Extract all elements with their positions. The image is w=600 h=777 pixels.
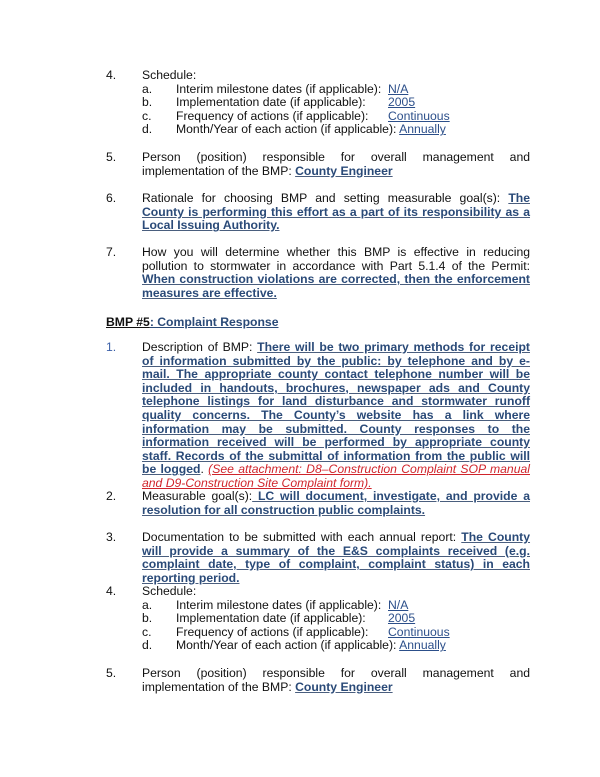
interim-value: N/A: [388, 81, 409, 96]
responsible-item: 5. Person (position) responsible for overall management and implementation of the BMP: County Engineer: [106, 150, 530, 178]
schedule-row-implementation: b. Implementation date (if applicable): 2005: [142, 611, 416, 626]
schedule-row-interim: a. Interim milestone dates (if applicable): N/A: [142, 597, 409, 612]
schedule-row-month-year: d. Month/Year of each action (if applicable): Annually: [142, 638, 446, 653]
description-item: 1. Description of BMP: There will be two primary methods for receipt of information submitted by the public: by telephone and by e-mail. The appropriate county contact telephone number will be included in handouts, brochures, newspaper ads and County telephone listings for land disturbance and stormwater runoff quality concerns. The County’s website has a link where information may be submitted. County responses to the information received will be performed by appropriate county staff. Records of the submittal of information from the public will be logged. (See attachment: D8–Construction Complaint SOP manual and D9-Construction Site Complaint form).: [106, 340, 530, 490]
item-number: 4.: [106, 68, 117, 82]
schedule-row-frequency: c. Frequency of actions (if applicable): Continuous: [142, 624, 450, 639]
month-year-value: Annually: [399, 122, 446, 137]
bmp5-responsible-item: 5. Person (position) responsible for overall management and implementation of the BMP: County Engineer: [106, 666, 530, 694]
goal-item: 2. Measurable goal(s): LC will document, investigate, and provide a resolution for all construction public complaints.: [106, 489, 530, 517]
documentation-item: 3. Documentation to be submitted with each annual report: The County will provide a summary of the E&S complaints received (e.g. complaint date, type of complaint, complaint status) in each reporting period.: [106, 530, 531, 585]
goal-value: LC will document, investigate, and provide a resolution for all construction public complaints.: [142, 489, 530, 517]
description-value: There will be two primary methods for receipt of information submitted by the public: by telephone and by e-mail. The appropriate county contact telephone number will be included in handouts, brochures, newspaper ads and County telephone listings for land disturbance and stormwater runoff quality concerns. The County’s website has a link where information may be submitted. County responses to the information received will be performed by appropriate county staff. Records of the submittal of information from the public will be logged: [142, 340, 530, 477]
responsible-value: County Engineer: [295, 679, 393, 694]
rationale-item: 6. Rationale for choosing BMP and setting measurable goal(s): The County is performing this effort as a part of its responsibility as a Local Issuing Authority.: [106, 191, 530, 233]
schedule-row-interim: a. Interim milestone dates (if applicable): N/A: [142, 81, 409, 96]
implementation-value: 2005: [388, 95, 416, 110]
bmp5-schedule-item: 4. Schedule: a. Interim milestone dates (if applicable): N/A b. Implementation date (if applicable): 2005 c. Frequency of actions (if applicable): Continuous d. Month/Year of each action (if applicable): Annually: [106, 585, 530, 653]
documentation-value: The County will provide a summary of the E&S complaints received (e.g. complaint date, type of complaint, complaint status) in each reporting period.: [142, 530, 531, 585]
schedule-label: Schedule:: [142, 68, 197, 82]
schedule-row-frequency: c. Frequency of actions (if applicable): Continuous: [142, 108, 450, 123]
rationale-value: The County is performing this effort as a part of its responsibility as a Local Issuing Authority.: [142, 191, 530, 233]
schedule-row-implementation: b. Implementation date (if applicable): 2005: [142, 95, 416, 110]
schedule-row-month-year: d. Month/Year of each action (if applicable): Annually: [142, 122, 446, 137]
schedule-item: [106, 69, 530, 137]
attachment-reference: (See attachment: D8–Construction Complaint SOP manual and D9-Construction Site Complaint form): [142, 462, 530, 490]
effectiveness-item: 7. How you will determine whether this BMP is effective in reducing pollution to stormwater in accordance with Part 5.1.4 of the Permit: When construction violations are corrected, then the enforcement measures are effective.: [106, 245, 530, 300]
frequency-value: Continuous: [388, 108, 450, 123]
responsible-value: County Engineer: [295, 163, 393, 178]
bmp5-heading: BMP #5: Complaint Response: [106, 315, 279, 329]
effectiveness-value: When construction violations are corrected, then the enforcement measures are effective.: [142, 272, 530, 300]
